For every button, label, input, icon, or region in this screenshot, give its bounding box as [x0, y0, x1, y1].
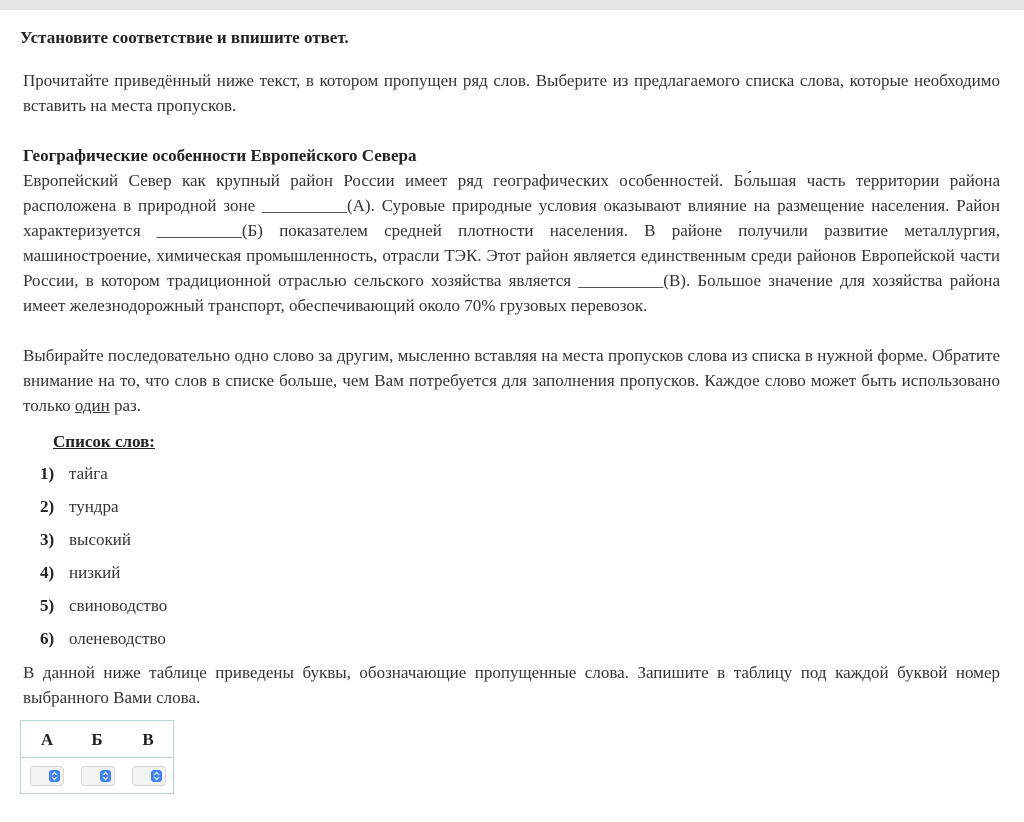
list-item-word: тайга [69, 464, 108, 483]
select-arrows-icon [151, 770, 162, 782]
list-item-number: 5) [40, 596, 55, 615]
top-bar [0, 0, 1024, 10]
task-title: Установите соответствие и впишите ответ. [20, 28, 349, 47]
list-item [40, 527, 167, 560]
list-item-number: 6) [40, 629, 55, 648]
text-body: Европейский Север как крупный район России имеет ряд географических особенностей. Бо́льшая часть территории района расположена в природной зоне __________(А). Суровые природные условия оказывают влияние на размещение населения. Район характеризуется __________(Б) показателем средней плотности населения. В районе получили развитие металлургия, машиностроение, химическая промышленность, отрасли ТЭК. Этот район является единственным среди районов Европейской части России, в котором традиционной отраслью сельского хозяйства является __________(В). Большое значение для хозяйства района имеет железнодорожный транспорт, обеспечивающий около 70% грузовых перевозок. [23, 171, 1000, 315]
list-item [40, 560, 167, 593]
answer-select-a[interactable] [30, 766, 64, 786]
note-before: Выбирайте последовательно одно слово за другим, мысленно вставляя на места пропусков слова из списка в нужной форме. Обратите внимание на то, что слов в списке больше, чем Вам потребуется для заполнения пропусков. Каждое слово может быть использовано только [23, 346, 1000, 415]
list-item [40, 461, 167, 494]
reading-text [23, 143, 1000, 318]
text-heading: Географические особенности Европейского Севера [23, 146, 417, 165]
list-item-word: низкий [69, 563, 121, 582]
list-item-number: 4) [40, 563, 55, 582]
answer-header-v: В [142, 730, 154, 749]
answer-select-v[interactable] [132, 766, 166, 786]
list-item-word: свиноводство [69, 596, 168, 615]
list-item [40, 494, 167, 527]
list-item-word: оленеводство [69, 629, 166, 648]
list-item-word: тундра [69, 497, 119, 516]
selection-note [23, 343, 1000, 418]
note-emphasis: один [74, 396, 110, 415]
answer-header-b: Б [91, 730, 103, 749]
answer-header-a: А [40, 730, 54, 749]
list-item-word: высокий [69, 530, 131, 549]
select-arrows-icon [100, 770, 111, 782]
table-instruction: В данной ниже таблице приведены буквы, обозначающие пропущенные слова. Запишите в таблицу под каждой буквой номер выбранного Вами слова. [23, 663, 1000, 707]
answer-table [20, 720, 174, 794]
list-item-number: 2) [40, 497, 55, 516]
word-list-title: Список слов: [53, 432, 155, 451]
list-item-number: 3) [40, 530, 55, 549]
word-list [40, 461, 167, 659]
list-item [40, 626, 167, 659]
task-instruction: Прочитайте приведённый ниже текст, в котором пропущен ряд слов. Выберите из предлагаемого списка слова, которые необходимо вставить на места пропусков. [23, 71, 1000, 115]
list-item-number: 1) [40, 464, 55, 483]
list-item [40, 593, 167, 626]
note-after: раз. [109, 396, 141, 415]
select-arrows-icon [49, 770, 60, 782]
answer-select-b[interactable] [81, 766, 115, 786]
answer-table-header [21, 721, 173, 758]
